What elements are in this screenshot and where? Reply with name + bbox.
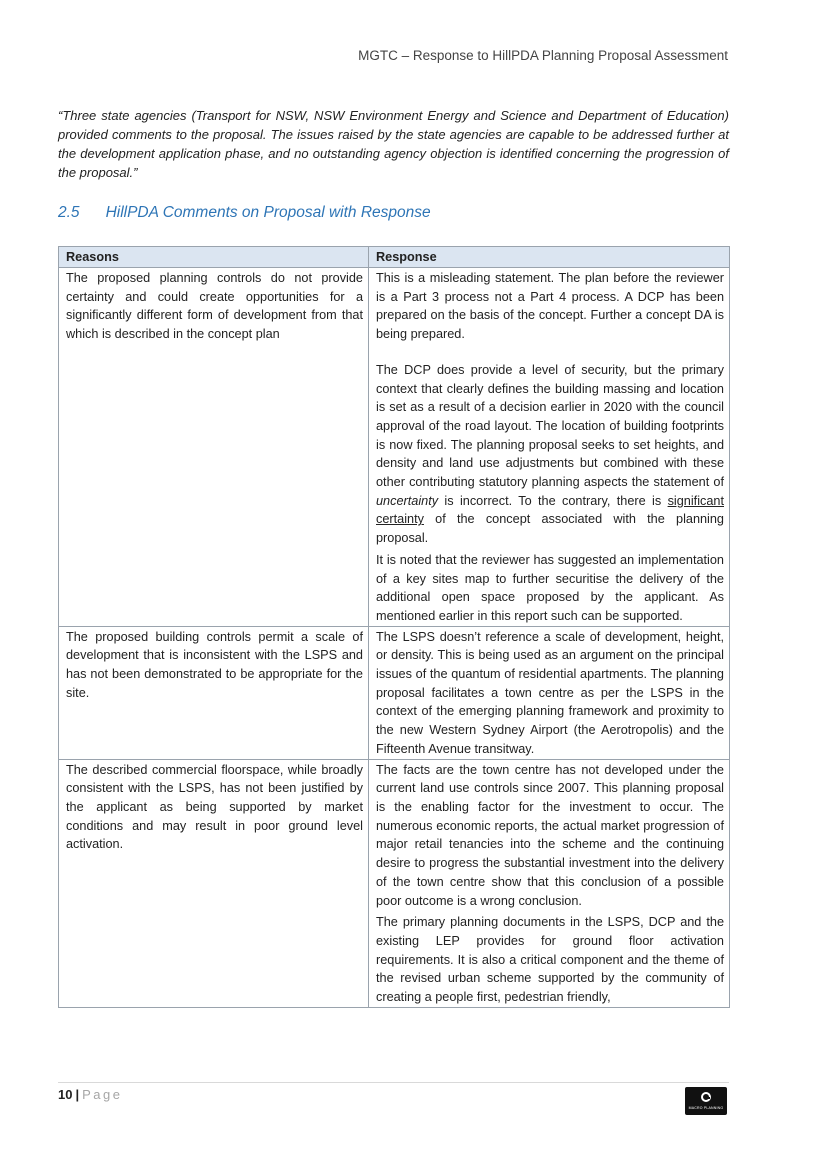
response-paragraph: It is noted that the reviewer has suggested an implementation of a key sites map to further securitise the delivery of the additional open space proposed by the applicant. As mentioned earlier in this report such can be supported. xyxy=(376,552,724,623)
agency-quote: “Three state agencies (Transport for NSW, NSW Environment Energy and Science and Department of Education) provided comments to the proposal. The issues raised by the state agencies are capable to be addressed further at the development application phase, and no outstanding agency objection is identified concerning the progression of the proposal.” xyxy=(58,108,729,180)
emphasis-uncertainty: uncertainty xyxy=(376,493,439,508)
response-text: The DCP does provide a level of security, but the primary context that clearly defines the building massing and location is set as a result of a decision earlier in 2020 with the council approval of the road layout. The location of building footprints is now fixed. The planning proposal seeks to set heights, and density and land use adjustments but combined with these other contributing statutory planning aspects the statement of xyxy=(376,362,724,490)
section-heading xyxy=(58,204,431,222)
section-number: 2.5 xyxy=(58,204,80,221)
reason-text: The proposed planning controls do not provide certainty and could create opportunities for a significantly different form of development from that which is described in the concept plan xyxy=(66,271,363,342)
page-number: 10 xyxy=(58,1087,73,1102)
page-footer xyxy=(58,1087,122,1102)
comments-response-table xyxy=(58,246,730,1008)
footer-divider xyxy=(58,1082,729,1083)
table-row xyxy=(59,759,730,1007)
table-header-row xyxy=(59,247,730,268)
reason-cell xyxy=(59,626,369,759)
column-header-reasons: Reasons xyxy=(59,247,369,268)
response-paragraph xyxy=(376,361,724,548)
reason-text: The proposed building controls permit a scale of development that is inconsistent with the LSPS and has not been demonstrated to be appropriate for the site. xyxy=(66,629,363,700)
underline-significant-certainty: significant certainty xyxy=(376,493,724,527)
page-header: MGTC – Response to HillPDA Planning Proposal Assessment xyxy=(358,48,728,63)
table-row xyxy=(59,626,730,759)
response-cell xyxy=(369,268,730,627)
column-header-response: Response xyxy=(369,247,730,268)
reason-text: The described commercial floorspace, while broadly consistent with the LSPS, has not been justified by the applicant as being supported by market conditions and may result in poor ground level activation. xyxy=(66,762,363,852)
logo-text: MACRO PLANNING xyxy=(688,1106,724,1110)
page-label: Page xyxy=(82,1087,123,1102)
company-logo xyxy=(685,1087,727,1115)
response-paragraph: The facts are the town centre has not developed under the current land use controls since 2007. This planning proposal is the enabling factor for the investment to occur. The numerous economic reports, the actual market progression of major retail tenancies into the scheme and the continuing desire to progress the substantial investment into the delivery of the town centre show that this conclusion of a possible poor outcome is a wrong conclusion. xyxy=(376,762,724,908)
section-title: HillPDA Comments on Proposal with Response xyxy=(105,204,431,221)
response-cell xyxy=(369,626,730,759)
footer-separator: | xyxy=(75,1087,80,1102)
table-row xyxy=(59,268,730,627)
response-cell xyxy=(369,759,730,1007)
response-text: is incorrect. To the contrary, there is xyxy=(438,493,668,508)
response-paragraph: This is a misleading statement. The plan before the reviewer is a Part 3 process not a Part 4 process. A DCP has been prepared on the basis of the concept. Further a concept DA is being prepared. xyxy=(376,271,724,342)
response-paragraph: The LSPS doesn’t reference a scale of development, height, or density. This is being used as an argument on the principal issues of the quantum of residential apartments. The planning proposal facilitates a town centre as per the LSPS in the context of the emerging planning framework and proximity to the new Western Sydney Airport (the Aerotropolis) and the Fifteenth Avenue transitway. xyxy=(376,629,724,756)
logo-mark-icon xyxy=(701,1092,711,1102)
response-text: of the concept associated with the planning proposal. xyxy=(376,512,724,546)
reason-cell xyxy=(59,759,369,1007)
reason-cell xyxy=(59,268,369,627)
response-paragraph: The primary planning documents in the LSPS, DCP and the existing LEP provides for ground floor activation requirements. It is also a critical component and the theme of the revised urban scheme supported by the community of creating a people first, pedestrian friendly, xyxy=(376,915,724,1005)
